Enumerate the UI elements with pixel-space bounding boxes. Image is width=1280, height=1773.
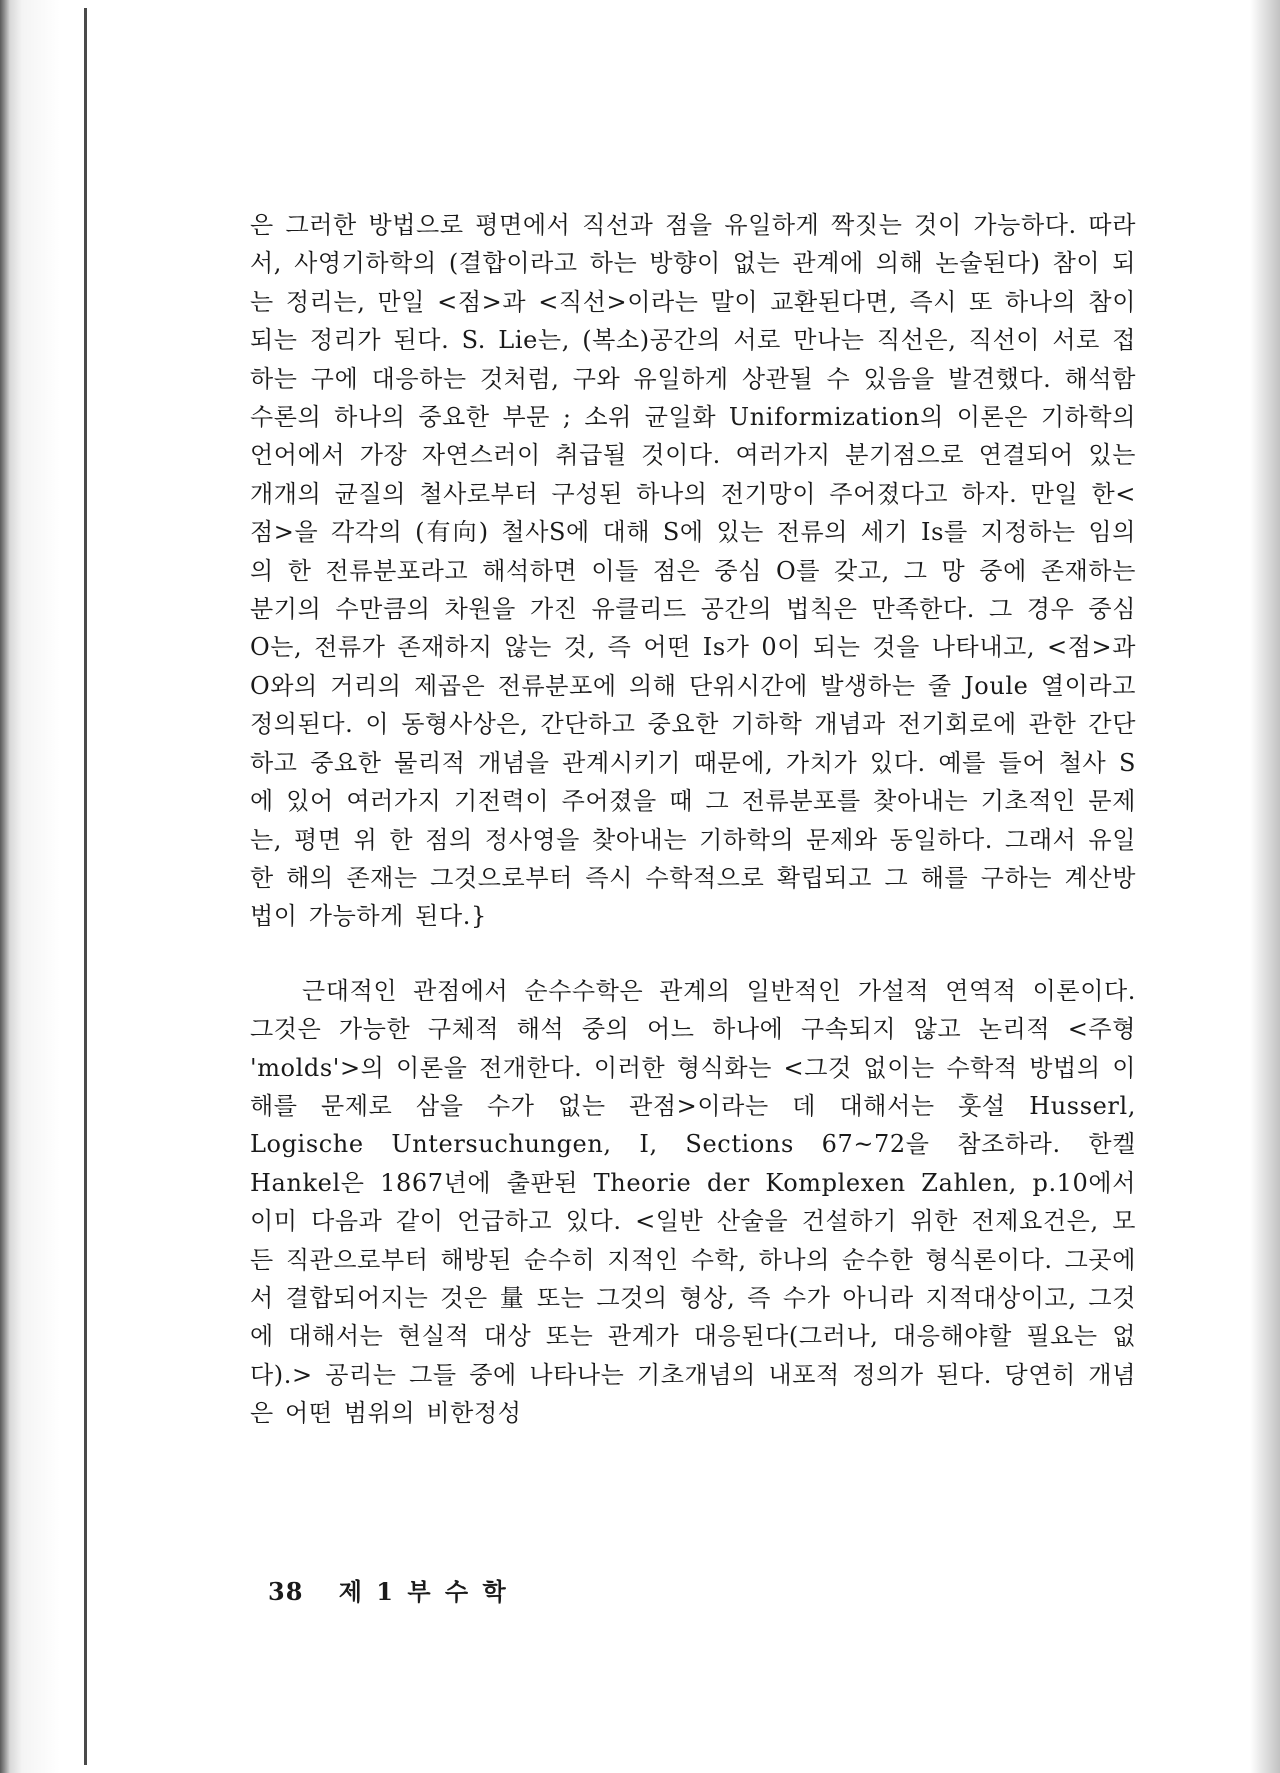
page-left-shadow <box>0 0 92 1773</box>
page-body <box>250 206 1136 1433</box>
part-label: 제 1 부 수 학 <box>338 1577 509 1606</box>
paragraph-pure-mathematics: 근대적인 관점에서 순수수학은 관계의 일반적인 가설적 연역적 이론이다. 그것은 가능한 구체적 해석 중의 어느 하나에 구속되지 않고 논리적 <주형 'molds'>의 이론을 전개한다. 이러한 형식화는 <그것 없이는 수학적 방법의 이해를 문제로 삼을 수가 없는 관점>이라는 데 대해서는 훗설 Husserl, Logische Untersuchungen, I, Sections 67~72을 참조하라. 한켈 Hankel은 1867년에 출판된 Theorie der Komplexen Zahlen, p.10에서 이미 다음과 같이 언급하고 있다. <일반 산술을 건설하기 위한 전제요건은, 모든 직관으로부터 해방된 순수히 지적인 수학, 하나의 순수한 형식론이다. 그곳에서 결합되어지는 것은 量 또는 그것의 형상, 즉 수가 아니라 지적대상이고, 그것에 대해서는 현실적 대상 또는 관계가 대응된다(그러나, 대응해야할 필요는 없다).> 공리는 그들 중에 나타나는 기초개념의 내포적 정의가 된다. 당연히 개념은 어떤 범위의 비한정성 <box>250 976 1136 1428</box>
page-footer <box>268 1572 509 1607</box>
page-right-shadow <box>1250 0 1280 1773</box>
page-binding-edge <box>84 8 87 1765</box>
paragraph-isomorphism: 은 그러한 방법으로 평면에서 직선과 점을 유일하게 짝짓는 것이 가능하다. 따라서, 사영기하학의 (결합이라고 하는 방향이 없는 관계에 의해 논술된다) 참이 되는 정리는, 만일 <점>과 <직선>이라는 말이 교환된다면, 즉시 또 하나의 참이 되는 정리가 된다. S. Lie는, (복소)공간의 서로 만나는 직선은, 직선이 서로 접하는 구에 대응하는 것처럼, 구와 유일하게 상관될 수 있음을 발견했다. 해석함수론의 하나의 중요한 부문 ; 소위 균일화 Uniformization의 이론은 기하학의 언어에서 가장 자연스러이 취급될 것이다. 여러가지 분기점으로 연결되어 있는 개개의 균질의 철사로부터 구성된 하나의 전기망이 주어졌다고 하자. 만일 한<점>을 각각의 (有向) 철사S에 대해 S에 있는 전류의 세기 Is를 지정하는 임의의 한 전류분포라고 해석하면 이들 점은 중심 O를 갖고, 그 망 중에 존재하는 분기의 수만큼의 차원을 가진 유클리드 공간의 법칙은 만족한다. 그 경우 중심 O는, 전류가 존재하지 않는 것, 즉 어떤 Is가 0이 되는 것을 나타내고, <점>과 O와의 거리의 제곱은 전류분포에 의해 단위시간에 발생하는 줄 Joule 열이라고 정의된다. 이 동형사상은, 간단하고 중요한 기하학 개념과 전기회로에 관한 간단하고 중요한 물리적 개념을 관계시키기 때문에, 가치가 있다. 예를 들어 철사 S에 있어 여러가지 기전력이 주어졌을 때 그 전류분포를 찾아내는 기초적인 문제는, 평면 위 한 점의 정사영을 찾아내는 기하학의 문제와 동일하다. 그래서 유일한 해의 존재는 그것으로부터 즉시 수학적으로 확립되고 그 해를 구하는 계산방법이 가능하게 된다.} <box>250 211 1137 931</box>
page-number: 38 <box>268 1577 304 1606</box>
